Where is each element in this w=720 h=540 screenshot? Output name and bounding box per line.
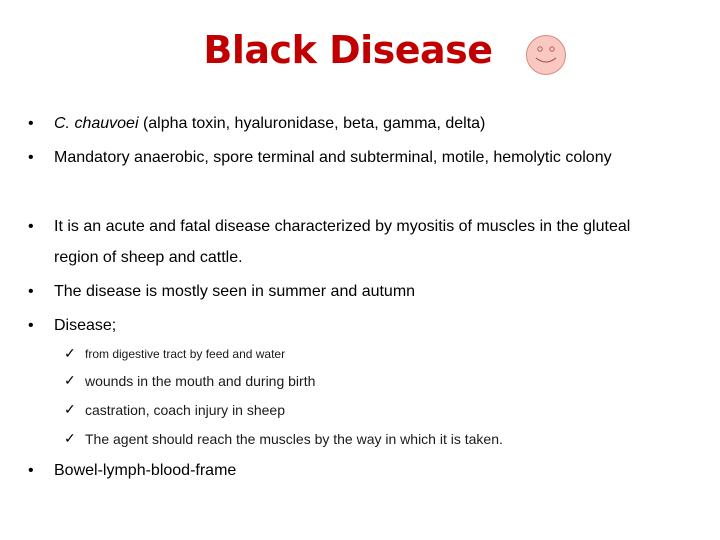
bullet-dot-icon: •	[28, 149, 34, 166]
sub-item-1: from digestive tract by feed and water	[85, 347, 286, 361]
bullet-item-3-line-1: It is an acute and fatal disease characterized by myositis of muscles in the gluteal	[54, 218, 631, 235]
bullet-dot-icon: •	[28, 115, 34, 132]
bullet-item-5: Disease;	[54, 317, 117, 334]
bullet-item-2: Mandatory anaerobic, spore terminal and subterminal, motile, hemolytic colony	[54, 149, 612, 166]
checkmark-icon: ✓	[64, 372, 76, 388]
bullet-dot-icon: •	[28, 218, 34, 235]
toxin-list: (alpha toxin, hyaluronidase, beta, gamma, delta)	[138, 115, 486, 132]
bullet-dot-icon: •	[28, 283, 34, 300]
bullet-dot-icon: •	[28, 462, 34, 479]
organism-name: C. chauvoei	[54, 115, 139, 132]
checkmark-icon: ✓	[64, 401, 76, 417]
slide-title: Black Disease	[203, 28, 493, 72]
sub-item-4: The agent should reach the muscles by the way in which it is taken.	[85, 431, 503, 447]
checkmark-icon: ✓	[64, 430, 76, 446]
bullet-item-1	[54, 114, 485, 134]
bullet-item-6: Bowel-lymph-blood-frame	[54, 462, 237, 479]
sub-item-2: wounds in the mouth and during birth	[85, 373, 316, 389]
bullet-item-4: The disease is mostly seen in summer and autumn	[54, 283, 416, 300]
sub-item-3: castration, coach injury in sheep	[85, 402, 285, 418]
smiley-face-icon	[525, 34, 567, 76]
bullet-item-3-line-2: region of sheep and cattle.	[54, 249, 243, 266]
bullet-dot-icon: •	[28, 317, 34, 334]
checkmark-icon: ✓	[64, 345, 76, 361]
